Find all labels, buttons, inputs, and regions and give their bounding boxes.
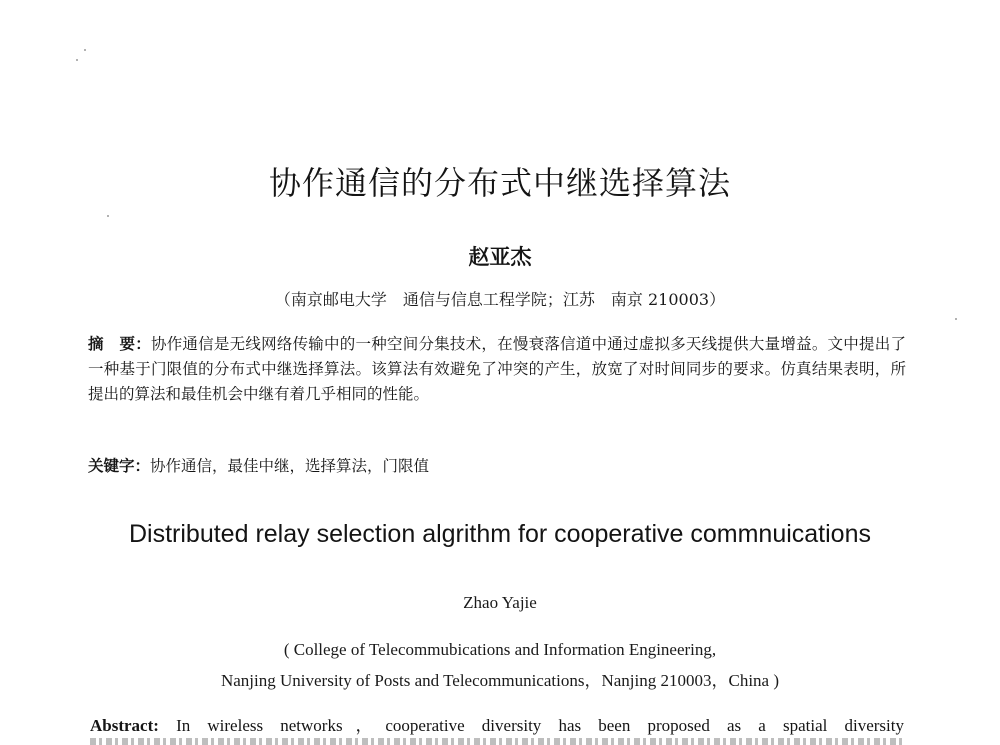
english-abstract-label: Abstract: [90, 716, 159, 735]
chinese-title: 协作通信的分布式中继选择算法 [268, 164, 731, 202]
english-abstract [90, 712, 904, 740]
chinese-abstract [88, 332, 906, 407]
chinese-keywords [88, 454, 906, 479]
english-author: Zhao Yajie [463, 593, 537, 612]
chinese-keywords-label: 关键字： [88, 457, 151, 475]
scan-speck [955, 318, 957, 320]
english-affiliation-line-1: ( College of Telecommubications and Information Engineering, [283, 640, 717, 659]
cut-off-text-line [90, 738, 904, 745]
english-title: Distributed relay selection algrithm for cooperative commnuications [129, 520, 871, 548]
chinese-author: 赵亚杰 [468, 244, 532, 269]
chinese-affiliation: （南京邮电大学 通信与信息工程学院；江苏 南京 210003） [274, 290, 726, 309]
scan-speck [76, 59, 78, 61]
english-abstract-text: In wireless networks，cooperative diversity has been proposed as a spatial diversity [158, 716, 904, 735]
scan-speck [107, 215, 109, 217]
chinese-abstract-label: 摘 要： [88, 335, 151, 353]
chinese-abstract-text: 协作通信是无线网络传输中的一种空间分集技术，在慢衰落信道中通过虚拟多天线提供大量增益。文中提出了一种基于门限值的分布式中继选择算法。该算法有效避免了冲突的产生，放宽了对时间同步的要求。仿真结果表明，所提出的算法和最佳机会中继有着几乎相同的性能。 [88, 335, 906, 403]
english-affiliation [0, 634, 1000, 696]
scan-speck [84, 49, 86, 51]
english-affiliation-line-2: Nanjing University of Posts and Telecommunications，Nanjing 210003，China ) [220, 671, 779, 690]
chinese-keywords-text: 协作通信，最佳中继，选择算法，门限值 [150, 457, 430, 475]
